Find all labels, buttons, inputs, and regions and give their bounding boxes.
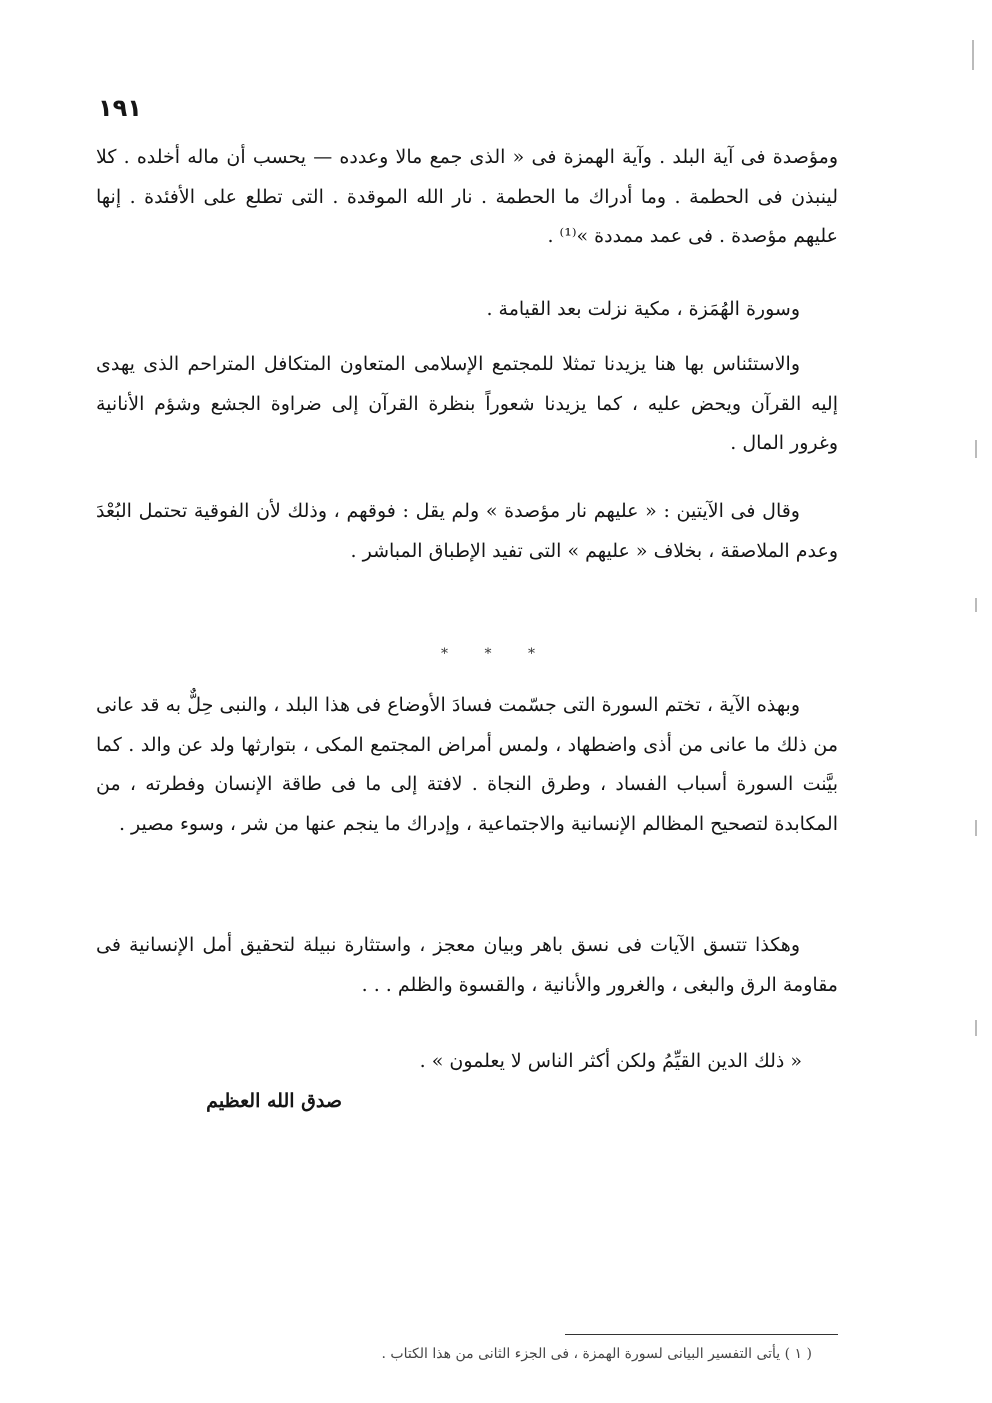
closing-verse-quote: « ذلك الدين القيِّمُ ولكن أكثر الناس لا يعلمون » . — [419, 1050, 802, 1072]
paragraph-verse-citation: ومؤصدة فى آية البلد . وآية الهمزة فى « الذى جمع مالا وعدده — يحسب أن ماله أخلده . كلا لينبذن فى الحطمة . وما أدراك ما الحطمة . نار الله الموقدة . التى تطلع على الأفئدة . إنها عليهم مؤصدة . فى عمد ممددة »⁽¹⁾ . — [96, 146, 838, 247]
closing-phrase: صدق الله العظيم — [206, 1090, 342, 1112]
scan-edge-mark — [975, 1020, 977, 1036]
paragraph-society: والاستئناس بها هنا يزيدنا تمثلا للمجتمع الإسلامى المتعاون المتكافل المتراحم الذى يهدى إليه القرآن ويحض عليه ، كما يزيدنا شعوراً بنظرة القرآن إلى ضراوة الجشع وشؤم الأنانية وغرور المال . — [96, 353, 838, 454]
scan-edge-mark — [975, 440, 977, 458]
paragraph-surah-note: وسورة الهُمَزة ، مكية نزلت بعد القيامة . — [486, 298, 800, 320]
page-number: ١٩١ — [98, 94, 142, 122]
scan-edge-mark — [972, 40, 974, 70]
section-separator: * * * — [441, 646, 551, 662]
paragraph-alayhim: وقال فى الآيتين : « عليهم نار مؤصدة » ولم يقل : فوقهم ، وذلك لأن الفوقية تحتمل البُعْدَ وعدم الملاصقة ، بخلاف « عليهم » التى تفيد الإطباق المباشر . — [96, 500, 838, 562]
scan-edge-mark — [975, 598, 977, 612]
footnote: ( ١ ) يأتى التفسير البيانى لسورة الهمزة ، فى الجزء الثانى من هذا الكتاب . — [381, 1346, 812, 1362]
scan-edge-mark — [975, 820, 977, 836]
paragraph-harmony: وهكذا تتسق الآيات فى نسق باهر وبيان معجز ، واستثارة نبيلة لتحقيق أمل الإنسانية فى مقاومة الرق والبغى ، والغرور والأنانية ، والقسوة والظلم . . . — [96, 934, 838, 996]
paragraph-surah-conclusion: وبهذه الآية ، تختم السورة التى جسّمت فسادَ الأوضاع فى هذا البلد ، والنبى حِلٌّ به قد عانى من ذلك ما عانى من أذى واضطهاد ، ولمس أمراض المجتمع المكى ، بتوارثها ولد عن والد . كما بيَّنت السورة أسباب الفساد ، وطرق النجاة . لافتة إلى ما فى طاقة الإنسان وفطرته ، من المكابدة لتصحيح المظالم الإنسانية والاجتماعية ، وإدراك ما ينجم عنها من شر ، وسوء مصير . — [96, 694, 838, 835]
footnote-divider — [565, 1334, 838, 1335]
